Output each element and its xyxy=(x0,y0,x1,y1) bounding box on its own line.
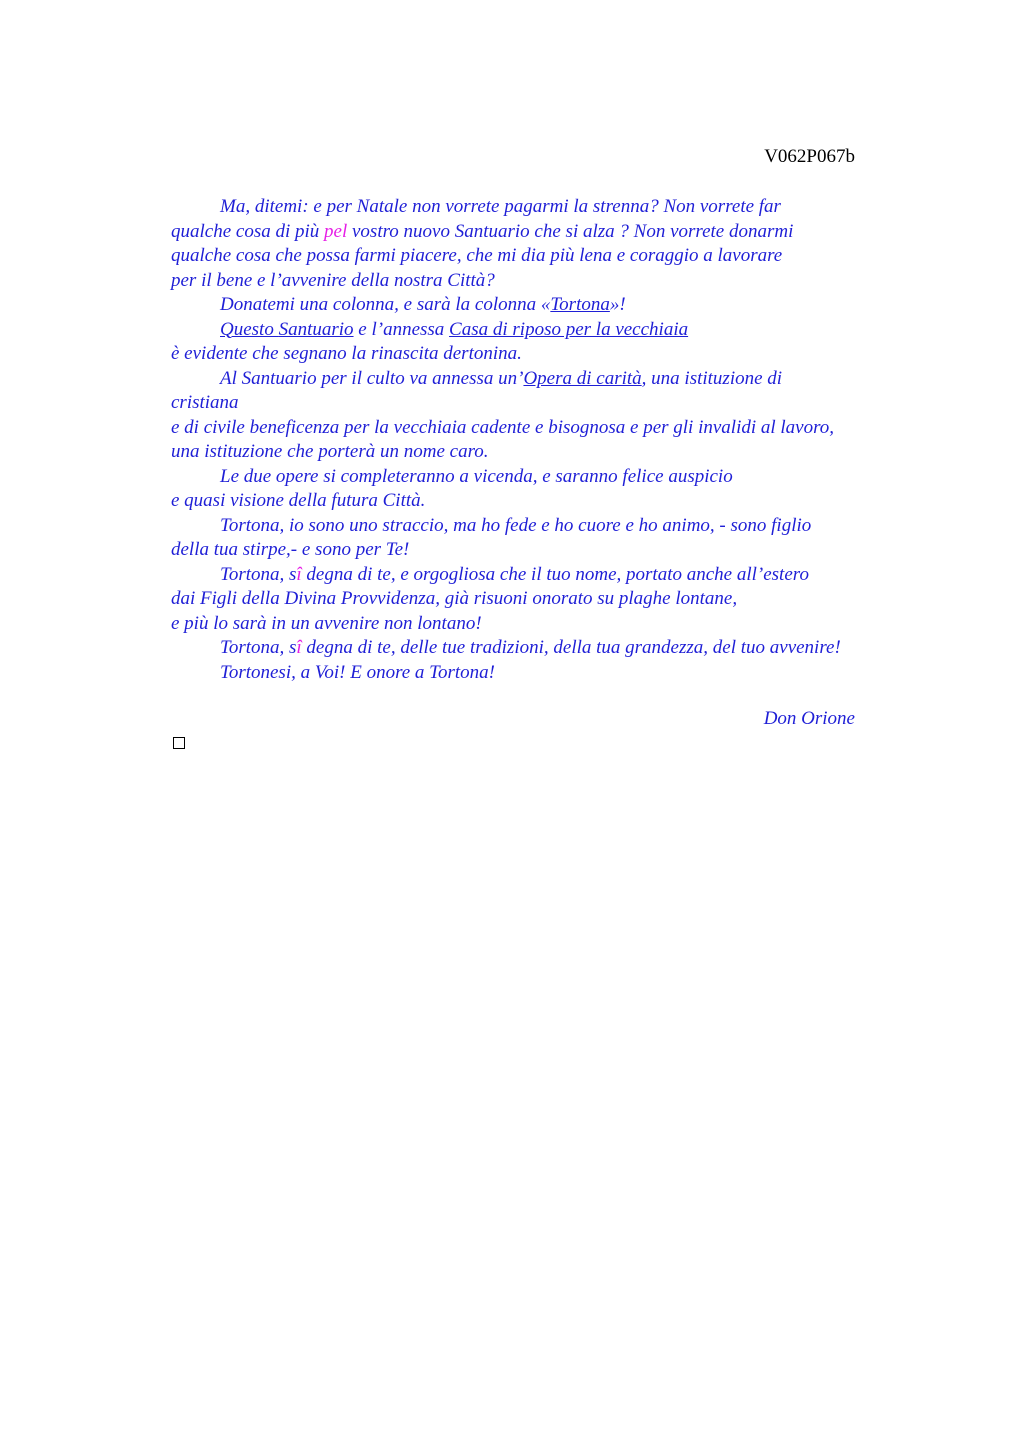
text-line xyxy=(171,367,931,392)
text-span: una istituzione che porterà un nome caro. xyxy=(171,441,489,462)
text-span: degna di te, delle tue tradizioni, della tua grandezza, del tuo avvenire! xyxy=(301,637,841,658)
text-span: e l’annessa xyxy=(353,318,450,340)
underlined-text: Santuario xyxy=(278,318,354,340)
text-line xyxy=(171,416,931,441)
text-span: Tortona, s xyxy=(220,563,297,585)
text-span: vostro nuovo Santuario che si alza ? Non vorrete donarmi xyxy=(347,220,794,242)
text-span: e più lo sarà in un avvenire non lontano! xyxy=(171,612,482,634)
text-line xyxy=(171,195,931,220)
text-line xyxy=(171,465,931,490)
text-span: della tua stirpe,- e sono per Te! xyxy=(171,539,410,560)
text-line xyxy=(171,244,931,269)
text-line xyxy=(171,293,931,318)
text-span: Al Santuario per il culto va annessa un’ xyxy=(220,367,524,389)
text-line xyxy=(171,538,931,563)
letter-body xyxy=(171,195,931,685)
text-line xyxy=(171,489,931,514)
text-span: Donatemi una colonna, e sarà la colonna « xyxy=(220,294,551,315)
text-line xyxy=(171,440,931,465)
text-line xyxy=(171,318,931,343)
text-line xyxy=(171,661,931,686)
text-span: qualche cosa di più xyxy=(171,220,325,242)
text-span: per il bene e l’avvenire della nostra Città? xyxy=(171,269,495,291)
text-line xyxy=(171,269,931,294)
highlighted-word: pel xyxy=(324,220,348,242)
text-span: »! xyxy=(609,294,626,315)
underlined-text: Opera di carità xyxy=(523,367,642,389)
text-line xyxy=(171,342,931,367)
text-line xyxy=(171,612,931,637)
text-span: Tortona, s xyxy=(220,637,297,658)
signature: Don Orione xyxy=(763,708,855,729)
empty-box-icon xyxy=(173,737,185,749)
text-span: Le due opere si completeranno a vicenda, e saranno felice auspicio xyxy=(220,465,733,487)
text-span: Tortonesi, a Voi! E onore a Tortona! xyxy=(220,661,496,683)
text-span: degna di te, e orgogliosa che il tuo nome, portato anche all’estero xyxy=(301,563,809,585)
underlined-text: Casa di riposo per la vecchiaia xyxy=(449,318,689,340)
text-line xyxy=(171,563,931,588)
text-span: Ma, ditemi: e per Natale non vorrete pagarmi la strenna? Non vorrete far xyxy=(220,196,781,217)
text-span: e di civile beneficenza per la vecchiaia cadente e bisognosa e per gli invalidi al lavoro, xyxy=(171,416,835,438)
text-line xyxy=(171,514,931,539)
underlined-text: Tortona xyxy=(550,294,610,315)
text-span: Tortona, io sono uno straccio, ma ho fede e ho cuore e ho animo, - sono figlio xyxy=(220,514,812,536)
text-line xyxy=(171,587,931,612)
text-span: dai Figli della Divina Provvidenza, già risuoni onorato su plaghe lontane, xyxy=(171,588,738,609)
text-span: e quasi visione della futura Città. xyxy=(171,490,426,511)
highlighted-letter: î xyxy=(296,563,302,585)
text-line xyxy=(171,636,931,661)
text-span: , una istituzione di xyxy=(641,367,783,389)
text-span: cristiana xyxy=(171,392,239,413)
text-line xyxy=(171,220,931,245)
text-span: qualche cosa che possa farmi piacere, che mi dia più lena e coraggio a lavorare xyxy=(171,245,783,266)
highlighted-letter: î xyxy=(296,637,302,658)
text-span: è evidente che segnano la rinascita dertonina. xyxy=(171,343,522,364)
text-line xyxy=(171,391,931,416)
underlined-text: Questo xyxy=(220,318,279,340)
document-id: V062P067b xyxy=(764,146,855,167)
